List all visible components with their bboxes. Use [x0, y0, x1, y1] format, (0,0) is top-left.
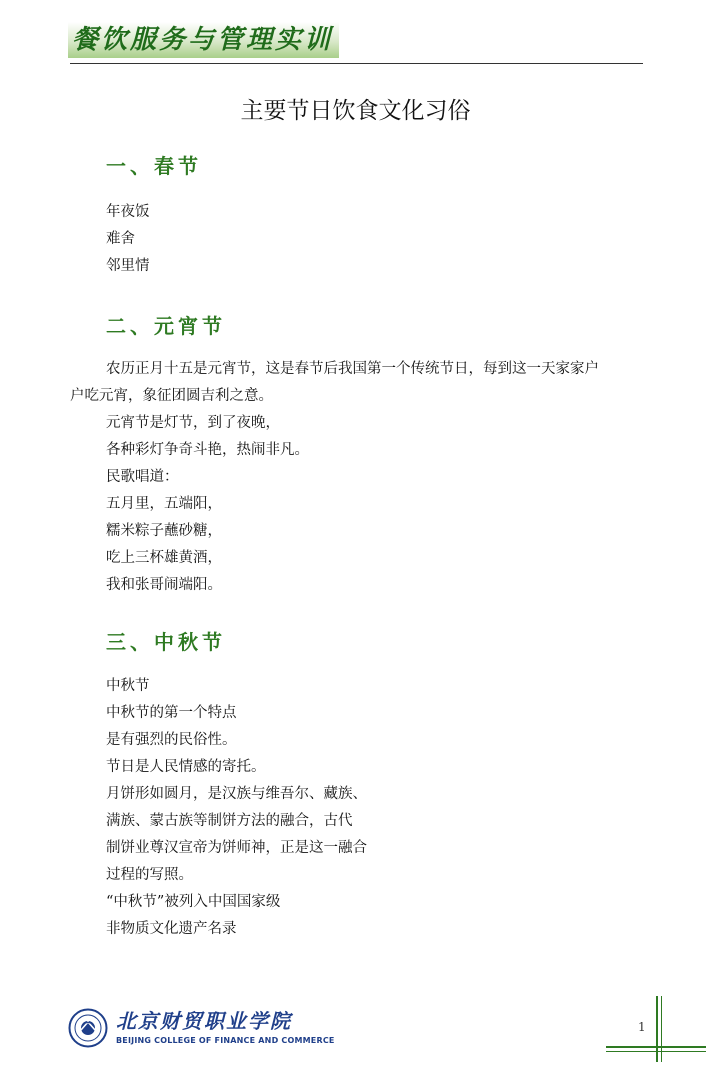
text-line: 邻里情 [106, 258, 150, 274]
text-line: 农历正月十五是元宵节，这是春节后我国第一个传统节日，每到这一天家家户 [106, 361, 599, 377]
text-line: 民歌唱道： [106, 469, 179, 485]
section-heading-lantern-festival: 二、元宵节 [106, 314, 226, 338]
school-seal-icon [68, 1008, 108, 1048]
header-rule [70, 63, 643, 64]
text-line: 吃上三杯雄黄酒， [106, 550, 222, 566]
text-line: 非物质文化遗产名录 [106, 921, 237, 937]
text-line: 中秋节的第一个特点 [106, 705, 237, 721]
text-line: 中秋节 [106, 678, 150, 694]
section-heading-mid-autumn-festival: 三、中秋节 [106, 630, 226, 654]
text-line: 我和张哥闹端阳。 [106, 577, 222, 593]
text-line: 元宵节是灯节，到了夜晚， [106, 415, 280, 431]
school-name-en: BEIJING COLLEGE OF FINANCE AND COMMERCE [116, 1036, 335, 1045]
crop-mark-vertical-1 [656, 996, 658, 1062]
crop-mark-vertical-2 [661, 996, 662, 1062]
text-line: “中秋节”被列入中国国家级 [106, 894, 281, 910]
text-line: 节日是人民情感的寄托。 [106, 759, 266, 775]
text-line: 年夜饭 [106, 204, 150, 220]
text-line: 户吃元宵，象征团圆吉利之意。 [70, 388, 273, 404]
text-line: 五月里，五端阳， [106, 496, 222, 512]
text-line: 各种彩灯争奇斗艳，热闹非凡。 [106, 442, 309, 458]
text-line: 月饼形如圆月，是汉族与维吾尔、藏族、 [106, 786, 367, 802]
text-line: 过程的写照。 [106, 867, 193, 883]
text-line: 是有强烈的民俗性。 [106, 732, 237, 748]
text-line: 糯米粽子蘸砂糖， [106, 523, 222, 539]
document-title: 主要节日饮食文化习俗 [240, 98, 471, 124]
section-heading-spring-festival: 一、春节 [106, 154, 202, 178]
text-line: 满族、蒙古族等制饼方法的融合，古代 [106, 813, 353, 829]
crop-mark-horizontal-2 [606, 1051, 706, 1052]
text-line: 制饼业尊汉宣帝为饼师神，正是这一融合 [106, 840, 367, 856]
header-title: 餐饮服务与管理实训 [68, 22, 339, 58]
page-number: 1 [638, 1020, 646, 1034]
text-line: 难舍 [106, 231, 135, 247]
crop-mark-horizontal-1 [606, 1046, 706, 1048]
school-name-cn: 北京财贸职业学院 [116, 1009, 292, 1033]
